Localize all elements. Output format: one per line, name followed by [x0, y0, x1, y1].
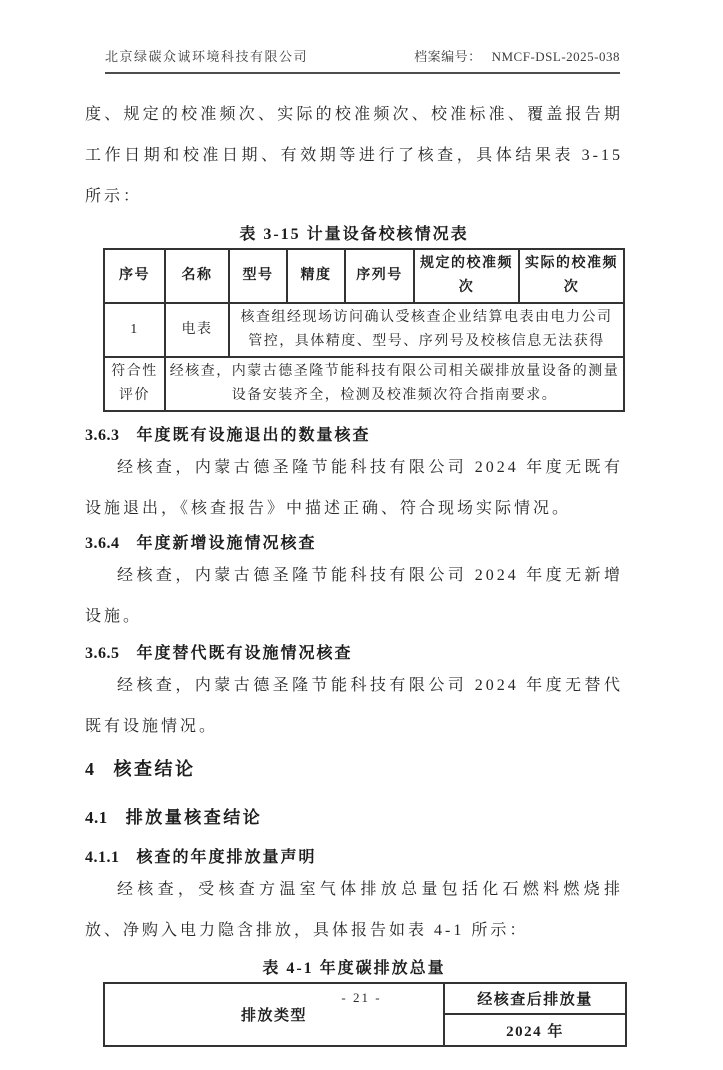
emission-type-cell: 排放类型: [104, 983, 444, 1046]
table-3-15: [103, 248, 625, 412]
table-4-1-title: 表 4-1 年度碳排放总量: [262, 960, 446, 977]
archive-number: NMCF-DSL-2025-038: [491, 49, 620, 64]
table-3-15-header-row: [104, 249, 624, 303]
column-header-model: 型号: [229, 249, 287, 303]
section-heading-3-6-5: [85, 643, 623, 665]
chapter-number: 4: [85, 759, 95, 779]
device-name-cell: 电表: [165, 303, 229, 357]
year-cell: 2024 年: [444, 1014, 626, 1046]
column-header-actual-freq: 实际的校准频次: [519, 249, 624, 303]
verified-emission-cell: 经核查后排放量: [444, 983, 626, 1014]
table-row-conformity: [104, 357, 624, 411]
intro-paragraph: 度、规定的校准频次、实际的校准频次、校准标准、覆盖报告期工作日期和校准日期、有效期等进行了核查，具体结果表 3-15 所示：: [85, 106, 623, 205]
section-number: 4.1: [85, 808, 108, 827]
page-number-footer: - 21 -: [341, 990, 382, 1005]
section-number: 4.1.1: [85, 849, 120, 866]
conformity-label-cell: 符合性评价: [104, 357, 165, 411]
section-title: 年度既有设施退出的数量核查: [136, 427, 371, 444]
section-paragraph-3-6-3: 经核查，内蒙古德圣隆节能科技有限公司 2024 年度无既有设施退出，《核查报告》中描述正确、符合现场实际情况。: [85, 459, 623, 517]
device-no-cell: 1: [104, 303, 165, 357]
section-heading-3-6-4: [85, 533, 623, 555]
column-header-serial: 序列号: [345, 249, 414, 303]
document-body: [85, 94, 623, 1047]
section-paragraph-3-6-4: 经核查，内蒙古德圣隆节能科技有限公司 2024 年度无新增设施。: [85, 567, 623, 625]
table-row-device: [104, 303, 624, 357]
chapter-title: 核查结论: [113, 759, 196, 779]
section-title: 核查的年度排放量声明: [136, 849, 317, 866]
archive-number-block: [414, 46, 620, 65]
section-number: 3.6.4: [85, 535, 120, 552]
document-page: [0, 46, 723, 1070]
archive-label: 档案编号：: [414, 49, 482, 64]
section-heading-3-6-3: [85, 425, 623, 447]
section-number: 3.6.3: [85, 427, 120, 444]
column-header-required-freq: 规定的校准频次: [414, 249, 519, 303]
section-title: 排放量核查结论: [125, 808, 263, 827]
section-title: 年度新增设施情况核查: [136, 535, 317, 552]
company-name: 北京绿碳众诚环境科技有限公司: [105, 49, 309, 64]
section-title: 年度替代既有设施情况核查: [136, 645, 353, 662]
column-header-no: 序号: [104, 249, 165, 303]
column-header-name: 名称: [165, 249, 229, 303]
conformity-note-cell: 经核查，内蒙古德圣隆节能科技有限公司相关碳排放量设备的测量设备安装齐全，检测及校准频次符合指南要求。: [165, 357, 624, 411]
section-paragraph-4-1-1: 经核查，受核查方温室气体排放总量包括化石燃料燃烧排放、净购入电力隐含排放，具体报告如表 4-1 所示：: [85, 881, 623, 939]
page-header: [105, 46, 620, 74]
table-3-15-title: 表 3-15 计量设备校核情况表: [239, 226, 469, 243]
column-header-precision: 精度: [287, 249, 345, 303]
device-note-cell: 核查组经现场访问确认受核查企业结算电表由电力公司管控，具体精度、型号、序列号及校核信息无法获得: [229, 303, 624, 357]
section-heading-4-1-1: [85, 847, 623, 869]
section-heading-4-1: [85, 806, 623, 829]
section-number: 3.6.5: [85, 645, 120, 662]
chapter-heading-4: [85, 757, 623, 782]
section-paragraph-3-6-5: 经核查，内蒙古德圣隆节能科技有限公司 2024 年度无替代既有设施情况。: [85, 677, 623, 735]
